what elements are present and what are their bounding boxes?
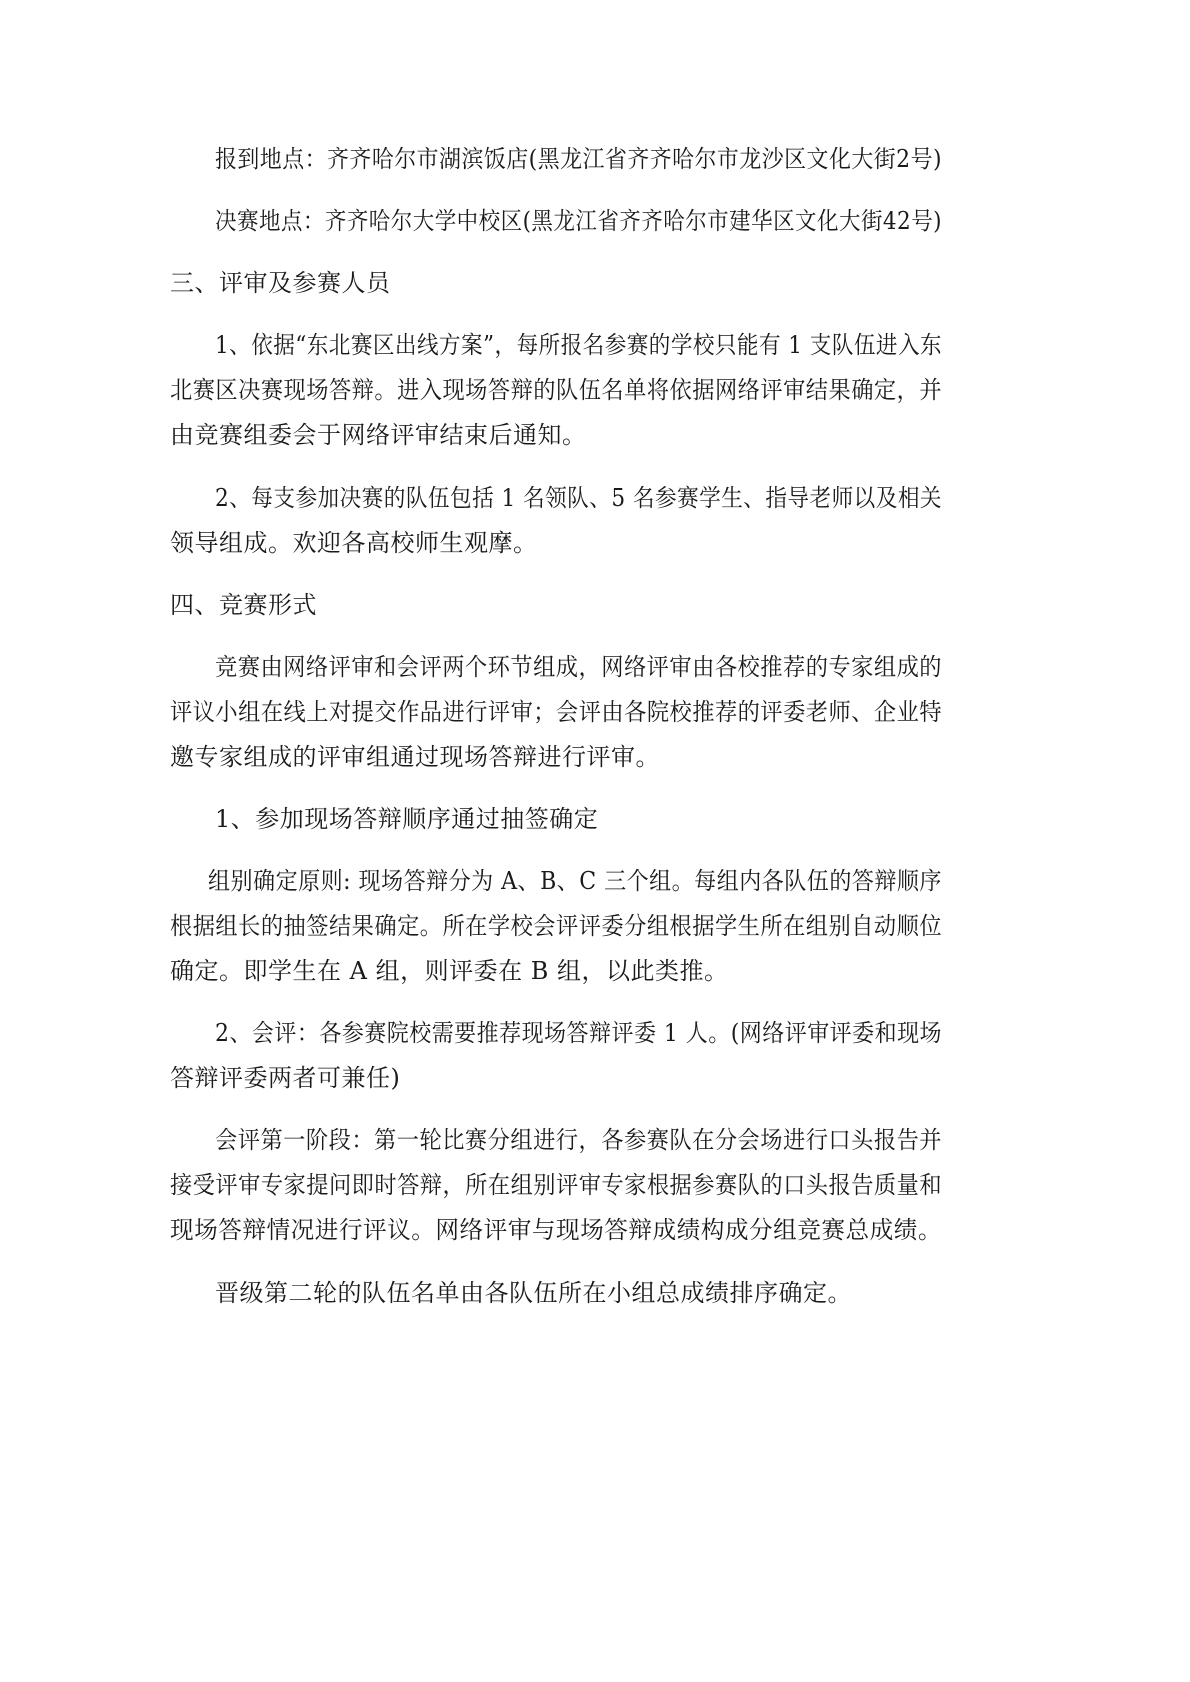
text-line-stage1-c: 现场答辩情况进行评议。网络评审与现场答辩成绩构成分组竞赛总成绩。 bbox=[170, 1216, 943, 1244]
text-line-rule-1c: 由竞赛组委会于网络评审结束后通知。 bbox=[170, 421, 587, 449]
text-line-group-principle-c: 确定。即学生在 A 组，则评委在 B 组，以此类推。 bbox=[170, 957, 729, 985]
section-heading-judges: 三、评审及参赛人员 bbox=[170, 269, 391, 297]
text-line-review-a: 2、会评：各参赛院校需要推荐现场答辩评委 1 人。(网络评审评委和现场 bbox=[215, 1019, 943, 1047]
section-heading-format: 四、竞赛形式 bbox=[170, 591, 317, 619]
text-line-advance: 晋级第二轮的队伍名单由各队伍所在小组总成绩排序确定。 bbox=[215, 1279, 852, 1307]
text-line-format-b: 评议小组在线上对提交作品进行评审；会评由各院校推荐的评委老师、企业特 bbox=[170, 698, 943, 726]
text-line-rule-1a: 1、依据“东北赛区出线方案”，每所报名参赛的学校只能有 1 支队伍进入东 bbox=[215, 331, 943, 359]
text-line-stage1-b: 接受评审专家提问即时答辩，所在组别评审专家根据参赛队的口头报告质量和 bbox=[170, 1171, 943, 1199]
text-line-rule-2a: 2、每支参加决赛的队伍包括 1 名领队、5 名参赛学生、指导老师以及相关 bbox=[215, 484, 943, 512]
text-line-stage1-a: 会评第一阶段：第一轮比赛分组进行，各参赛队在分会场进行口头报告并 bbox=[215, 1126, 943, 1154]
text-line-rule-1b: 北赛区决赛现场答辩。进入现场答辩的队伍名单将依据网络评审结果确定，并 bbox=[170, 376, 943, 404]
text-line-format-a: 竞赛由网络评审和会评两个环节组成，网络评审由各校推荐的专家组成的 bbox=[215, 653, 943, 681]
text-line-group-principle-b: 根据组长的抽签结果确定。所在学校会评评委分组根据学生所在组别自动顺位 bbox=[170, 912, 943, 940]
text-line-format-c: 邀专家组成的评审组通过现场答辩进行评审。 bbox=[170, 743, 660, 771]
text-line-draw-order: 1、参加现场答辩顺序通过抽签确定 bbox=[215, 805, 599, 833]
text-line-review-b: 答辩评委两者可兼任) bbox=[170, 1064, 401, 1092]
text-line-final-location: 决赛地点：齐齐哈尔大学中校区(黑龙江省齐齐哈尔市建华区文化大街42号) bbox=[215, 207, 943, 235]
text-line-report-location: 报到地点：齐齐哈尔市湖滨饭店(黑龙江省齐齐哈尔市龙沙区文化大街2号) bbox=[215, 145, 943, 173]
text-line-group-principle-a: 组别确定原则: 现场答辩分为 A、B、C 三个组。每组内各队伍的答辩顺序 bbox=[208, 867, 942, 895]
text-line-rule-2b: 领导组成。欢迎各高校师生观摩。 bbox=[170, 529, 538, 557]
